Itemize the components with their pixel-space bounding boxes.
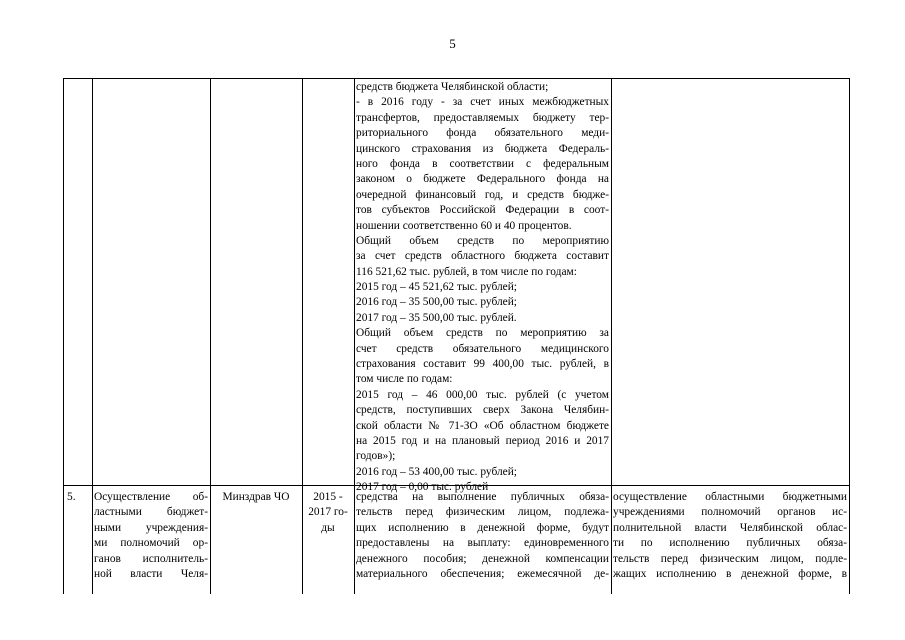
table-cell-line: тов субъектов Российской Федерации в соот- (356, 204, 609, 217)
table-border-left (63, 78, 64, 594)
table-cell-line: 2015 год – 46 000,00 тыс. рублей (с учетом (356, 388, 609, 401)
table-cell-line: на 2015 год и на плановый период 2016 и 2017 (356, 434, 609, 447)
table-cell-line: 116 521,62 тыс. рублей, в том числе по годам: (356, 265, 577, 278)
table-cell-line: тельств перед физическим лицом, подлежа- (356, 506, 609, 519)
table-cell-line: 2015 - (313, 491, 343, 503)
row-number: 5. (67, 491, 76, 503)
table-cell-line: денежного пособия; денежной компенсации (356, 552, 609, 565)
table-cell-line: счет средств обязательного медицинского (356, 342, 609, 355)
table-cell-line: материального обеспечения; ежемесячной де- (356, 567, 609, 580)
table-cell-line: годов»); (356, 450, 396, 463)
table-cell-line: Общий объем средств по мероприятию за (356, 327, 609, 340)
table-cell-line: 2016 год – 53 400,00 тыс. рублей; (356, 465, 517, 478)
table-cell-line: ластными бюджет- (94, 506, 208, 519)
table-cell-line: 2017 го- (308, 506, 348, 519)
table-cell-line: ного фонда в соответствии с федеральным (356, 157, 609, 170)
table-border-top (63, 78, 850, 79)
table-cell-line: за счет средств областного бюджета составит (356, 250, 609, 263)
table-border-right (849, 78, 850, 594)
table-cell-line: учреждениями полномочий органов ис- (613, 506, 847, 519)
column-divider (354, 78, 355, 594)
table-cell-line: ганов исполнитель- (94, 552, 208, 565)
table-cell-line: ной власти Челя- (94, 567, 208, 580)
continued-description-cell (356, 80, 609, 496)
table-cell-line: ными учреждения- (94, 521, 208, 534)
page-number: 5 (449, 36, 456, 51)
column-divider (92, 78, 93, 594)
table-cell-line: трансфертов, предоставляемых бюджету тер- (356, 111, 609, 124)
period-cell (304, 490, 352, 536)
table-cell-line: ношении соответственно 60 и 40 процентов. (356, 219, 572, 232)
table-cell-line: средства на выполнение публичных обяза- (356, 491, 609, 503)
table-cell-line: страхования составит 99 400,00 тыс. рублей, в (356, 358, 609, 371)
table-cell-line: средств, поступивших сверх Закона Челябин- (356, 404, 609, 417)
table-cell-line: ми полномочий ор- (94, 537, 208, 550)
column-divider (302, 78, 303, 594)
table-cell-line: жащих исполнению в денежной форме, в (613, 567, 847, 580)
table-cell-line: очередной финансовый год, и средств бюдже- (356, 188, 609, 201)
table-cell-line: том числе по годам: (356, 373, 453, 386)
table-cell-line: тельств перед физическим лицом, подле- (613, 552, 847, 565)
measure-description-cell (356, 490, 609, 582)
expected-result-cell (613, 490, 847, 582)
column-divider (611, 78, 612, 594)
table-cell-line: полнительной власти Челябинской облас- (613, 521, 847, 534)
table-cell-line: 2016 год – 35 500,00 тыс. рублей; (356, 296, 517, 309)
table-cell-line: законом о бюджете Федерального фонда на (356, 173, 609, 186)
table-cell-line: предоставлены на выплату: единовременного (356, 537, 609, 550)
measure-name-cell (94, 490, 208, 582)
table-cell-line: осуществление областными бюджетными (613, 491, 847, 503)
table-cell-line: Осуществление об- (94, 491, 208, 503)
table-cell-line: ской области № 71-ЗО «Об областном бюджете (356, 419, 609, 432)
table-cell-line: 2017 год – 35 500,00 тыс. рублей. (356, 311, 517, 324)
table-cell-line: - в 2016 году - за счет иных межбюджетных (356, 96, 609, 109)
table-cell-line: риториального фонда обязательного меди- (356, 127, 609, 140)
table-cell-line: ды (321, 521, 335, 534)
table-cell-line: Общий объем средств по мероприятию (356, 234, 609, 247)
table-cell-line: 2015 год – 45 521,62 тыс. рублей; (356, 281, 517, 294)
executor-cell: Минздрав ЧО (222, 491, 290, 503)
column-divider (210, 78, 211, 594)
table-cell-line: цинского страхования из бюджета Федераль- (356, 142, 609, 155)
table-cell-line: щих исполнению в денежной форме, будут (356, 521, 609, 534)
table-cell-line: ти по исполнению публичных обяза- (613, 537, 847, 550)
table-cell-line: 2017 год – 0,00 тыс. рублей (356, 481, 489, 494)
table-cell-line: средств бюджета Челябинской области; (356, 81, 549, 93)
